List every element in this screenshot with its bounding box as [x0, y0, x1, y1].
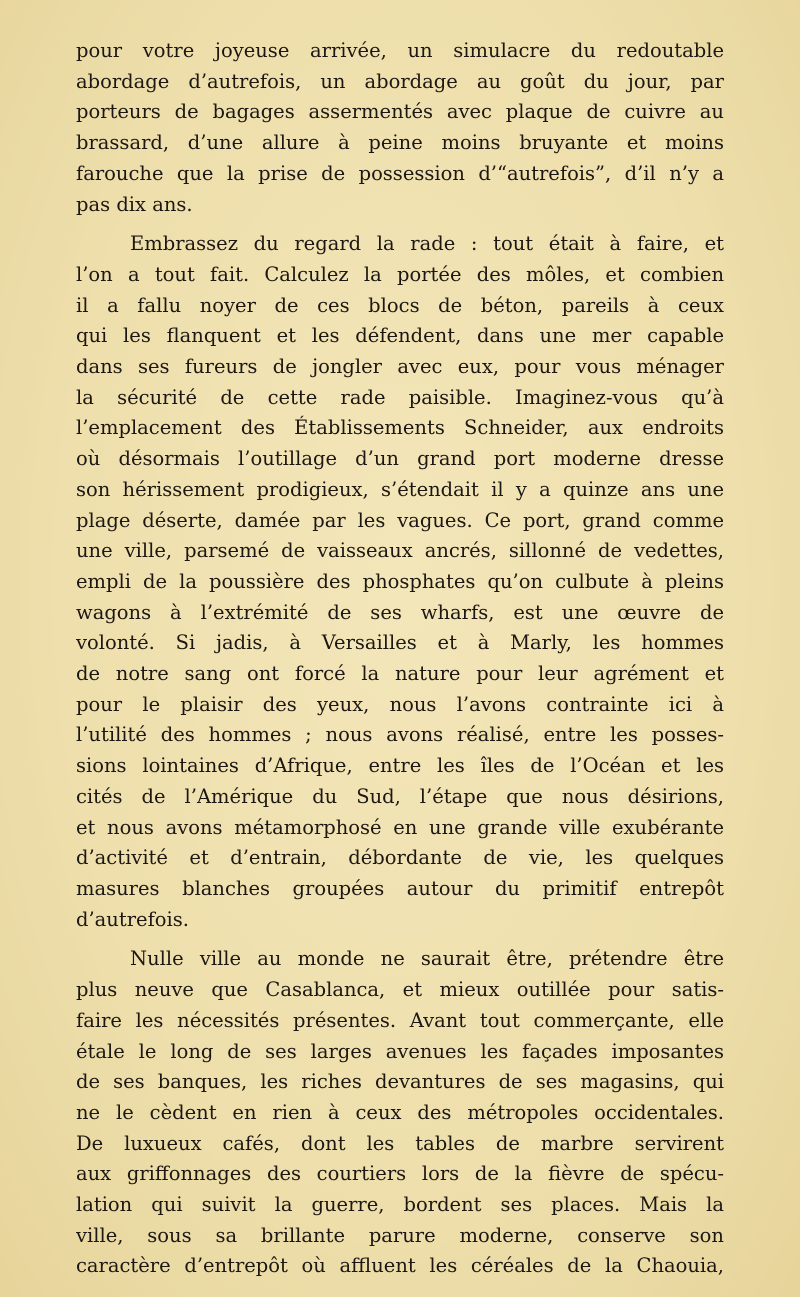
- text-line: l’utilité des hommes ; nous avons réalisé, entre les posses-: [76, 723, 724, 747]
- text-line: empli de la poussière des phosphates qu’on culbute à pleins: [76, 569, 724, 593]
- text-line: masures blanches groupées autour du primitif entrepôt: [76, 876, 724, 900]
- text-line: où désormais l’outillage d’un grand port moderne dresse: [76, 447, 724, 471]
- text-line: porteurs de bagages assermentés avec plaque de cuivre au: [76, 100, 724, 124]
- text-line: ville, sous sa brillante parure moderne, conserve son: [76, 1223, 724, 1247]
- body-text: [76, 36, 724, 1282]
- text-line: il a fallu noyer de ces blocs de béton, pareils à ceux: [76, 293, 724, 317]
- text-line: pour votre joyeuse arrivée, un simulacre du redoutable: [76, 39, 724, 62]
- text-line: la sécurité de cette rade paisible. Imaginez-vous qu’à: [76, 385, 724, 409]
- paragraph-2: [76, 229, 724, 935]
- text-line: ne le cèdent en rien à ceux des métropoles occidentales.: [76, 1100, 724, 1124]
- text-line: d’activité et d’entrain, débordante de vie, les quelques: [76, 846, 724, 870]
- text-line: et nous avons métamorphosé en une grande ville exubérante: [76, 815, 724, 839]
- text-line: plage déserte, damée par les vagues. Ce port, grand comme: [76, 508, 724, 532]
- text-line: lation qui suivit la guerre, bordent ses places. Mais la: [76, 1193, 724, 1217]
- text-line: caractère d’entrepôt où affluent les céréales de la Chaouia,: [76, 1254, 724, 1278]
- text-line: son hérissement prodigieux, s’étendait il y a quinze ans une: [76, 477, 724, 501]
- paragraph-3: [76, 944, 724, 1282]
- text-line: abordage d’autrefois, un abordage au goût du jour, par: [76, 69, 724, 93]
- text-line: dans ses fureurs de jongler avec eux, pour vous ménager: [76, 355, 724, 379]
- text-line: pour le plaisir des yeux, nous l’avons contrainte ici à: [76, 692, 724, 716]
- text-line: plus neuve que Casablanca, et mieux outillée pour satis-: [76, 978, 724, 1002]
- text-line: d’autrefois.: [76, 907, 189, 931]
- paragraph-1: [76, 36, 724, 220]
- text-line: Embrassez du regard la rade : tout était à faire, et: [130, 232, 724, 256]
- text-line: volonté. Si jadis, à Versailles et à Marly, les hommes: [76, 631, 724, 655]
- text-line: étale le long de ses larges avenues les façades imposantes: [76, 1039, 724, 1063]
- text-line: sions lointaines d’Afrique, entre les îles de l’Océan et les: [76, 754, 724, 778]
- text-line: farouche que la prise de possession d’“autrefois”, d’il n’y a: [76, 161, 724, 185]
- text-line: wagons à l’extrémité de ses wharfs, est une œuvre de: [76, 600, 724, 624]
- text-line: pas dix ans.: [76, 192, 193, 216]
- text-line: Nulle ville au monde ne saurait être, prétendre être: [130, 947, 724, 971]
- text-line: brassard, d’une allure à peine moins bruyante et moins: [76, 131, 724, 155]
- text-line: faire les nécessités présentes. Avant tout commerçante, elle: [76, 1008, 724, 1032]
- text-line: aux griffonnages des courtiers lors de la fièvre de spécu-: [76, 1162, 724, 1186]
- text-line: de ses banques, les riches devantures de ses magasins, qui: [76, 1070, 724, 1094]
- text-line: cités de l’Amérique du Sud, l’étape que nous désirions,: [76, 784, 724, 808]
- text-line: qui les flanquent et les défendent, dans une mer capable: [76, 324, 724, 348]
- text-line: l’emplacement des Établissements Schneider, aux endroits: [76, 416, 724, 440]
- text-line: de notre sang ont forcé la nature pour leur agrément et: [76, 662, 724, 686]
- text-line: De luxueux cafés, dont les tables de marbre servirent: [76, 1131, 724, 1155]
- text-line: une ville, parsemé de vaisseaux ancrés, sillonné de vedettes,: [76, 539, 724, 563]
- text-line: l’on a tout fait. Calculez la portée des môles, et combien: [76, 262, 724, 286]
